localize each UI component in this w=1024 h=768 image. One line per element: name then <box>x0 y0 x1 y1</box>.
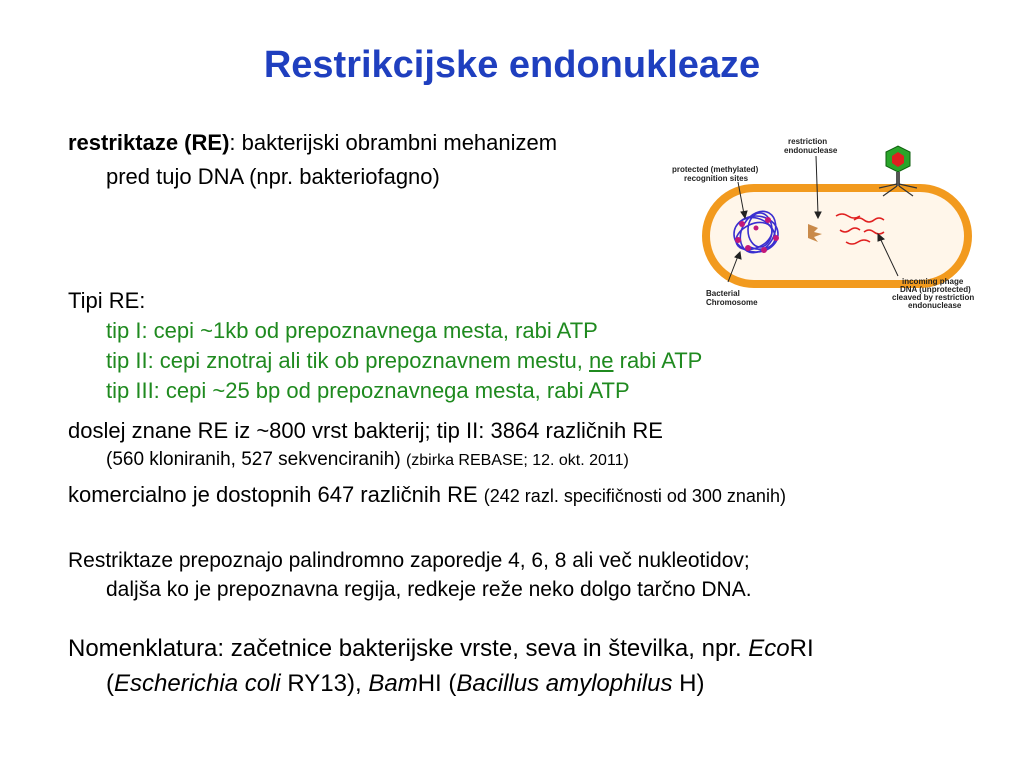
label-protected-2: recognition sites <box>684 174 749 183</box>
type-2 <box>106 348 702 374</box>
label-phage-1: incoming phage <box>902 277 964 286</box>
nomenclature-eco: Eco <box>748 635 790 662</box>
known-line-2-main: (560 kloniranih, 527 sekvenciranih) <box>106 449 406 470</box>
palindrome-line-2: daljša ko je prepoznavna regija, redkeje reže neko dolgo tarčno DNA. <box>106 578 752 601</box>
intro-line-1-rest: : bakterijski obrambni mehanizem <box>229 130 558 155</box>
nomenclature-e-coli: Escherichia coli <box>114 670 281 697</box>
label-chromosome-1: Bacterial <box>706 289 740 298</box>
nomenclature-line-1 <box>68 634 814 664</box>
type-2-before: tip II: cepi znotraj ali tik ob prepoznavnem mestu, <box>106 348 590 373</box>
nomenclature-h: H) <box>672 670 705 697</box>
restriction-diagram <box>668 128 980 318</box>
known-line-2-small: (zbirka REBASE; 12. okt. 2011) <box>405 452 629 469</box>
label-phage-4: endonuclease <box>908 301 962 310</box>
type-2-ne: ne <box>589 348 614 373</box>
label-restriction-1: restriction <box>788 137 828 146</box>
page-title: Restrikcijske endonukleaze <box>263 44 761 86</box>
type-1: tip I: cepi ~1kb od prepoznavnega mesta, rabi ATP <box>106 318 598 343</box>
types-heading: Tipi RE: <box>68 288 146 313</box>
palindrome-line-1: Restriktaze prepoznajo palindromno zaporedje 4, 6, 8 ali več nukleotidov; <box>68 549 750 572</box>
nomenclature-b-amylo: Bacillus amylophilus <box>456 670 673 697</box>
commercial-line <box>68 482 786 509</box>
label-phage-3: cleaved by restriction <box>892 293 975 302</box>
nomenclature-line-2 <box>106 669 704 699</box>
intro-line-2: pred tujo DNA (npr. bakteriofagno) <box>106 164 440 189</box>
intro-term: restriktaze (RE) <box>68 130 230 155</box>
nomenclature-bam: Bam <box>368 670 418 697</box>
nomenclature-text: Nomenklatura: začetnice bakterijske vrste, seva in številka, npr. <box>68 635 749 662</box>
nomenclature-ry13: RY13), <box>280 670 369 697</box>
cell-wall <box>706 188 968 284</box>
type-2-after: rabi ATP <box>613 348 703 373</box>
type-3: tip III: cepi ~25 bp od prepoznavnega mesta, rabi ATP <box>106 378 630 403</box>
label-protected-1: protected (methylated) <box>672 165 759 174</box>
commercial-main: komercialno je dostopnih 647 različnih RE <box>68 482 484 507</box>
nomenclature-paren: ( <box>106 670 114 697</box>
label-phage-2: DNA (unprotected) <box>900 285 971 294</box>
label-restriction-2: endonuclease <box>784 146 838 155</box>
label-chromosome-2: Chromosome <box>706 298 758 307</box>
known-line-2 <box>106 447 629 474</box>
nomenclature-hi: HI ( <box>417 670 457 697</box>
commercial-small: (242 razl. specifičnosti od 300 znanih) <box>483 486 786 506</box>
known-line-1: doslej znane RE iz ~800 vrst bakterij; tip II: 3864 različnih RE <box>68 418 663 443</box>
nomenclature-ri: RI <box>789 635 814 662</box>
intro-line-1 <box>68 130 557 156</box>
